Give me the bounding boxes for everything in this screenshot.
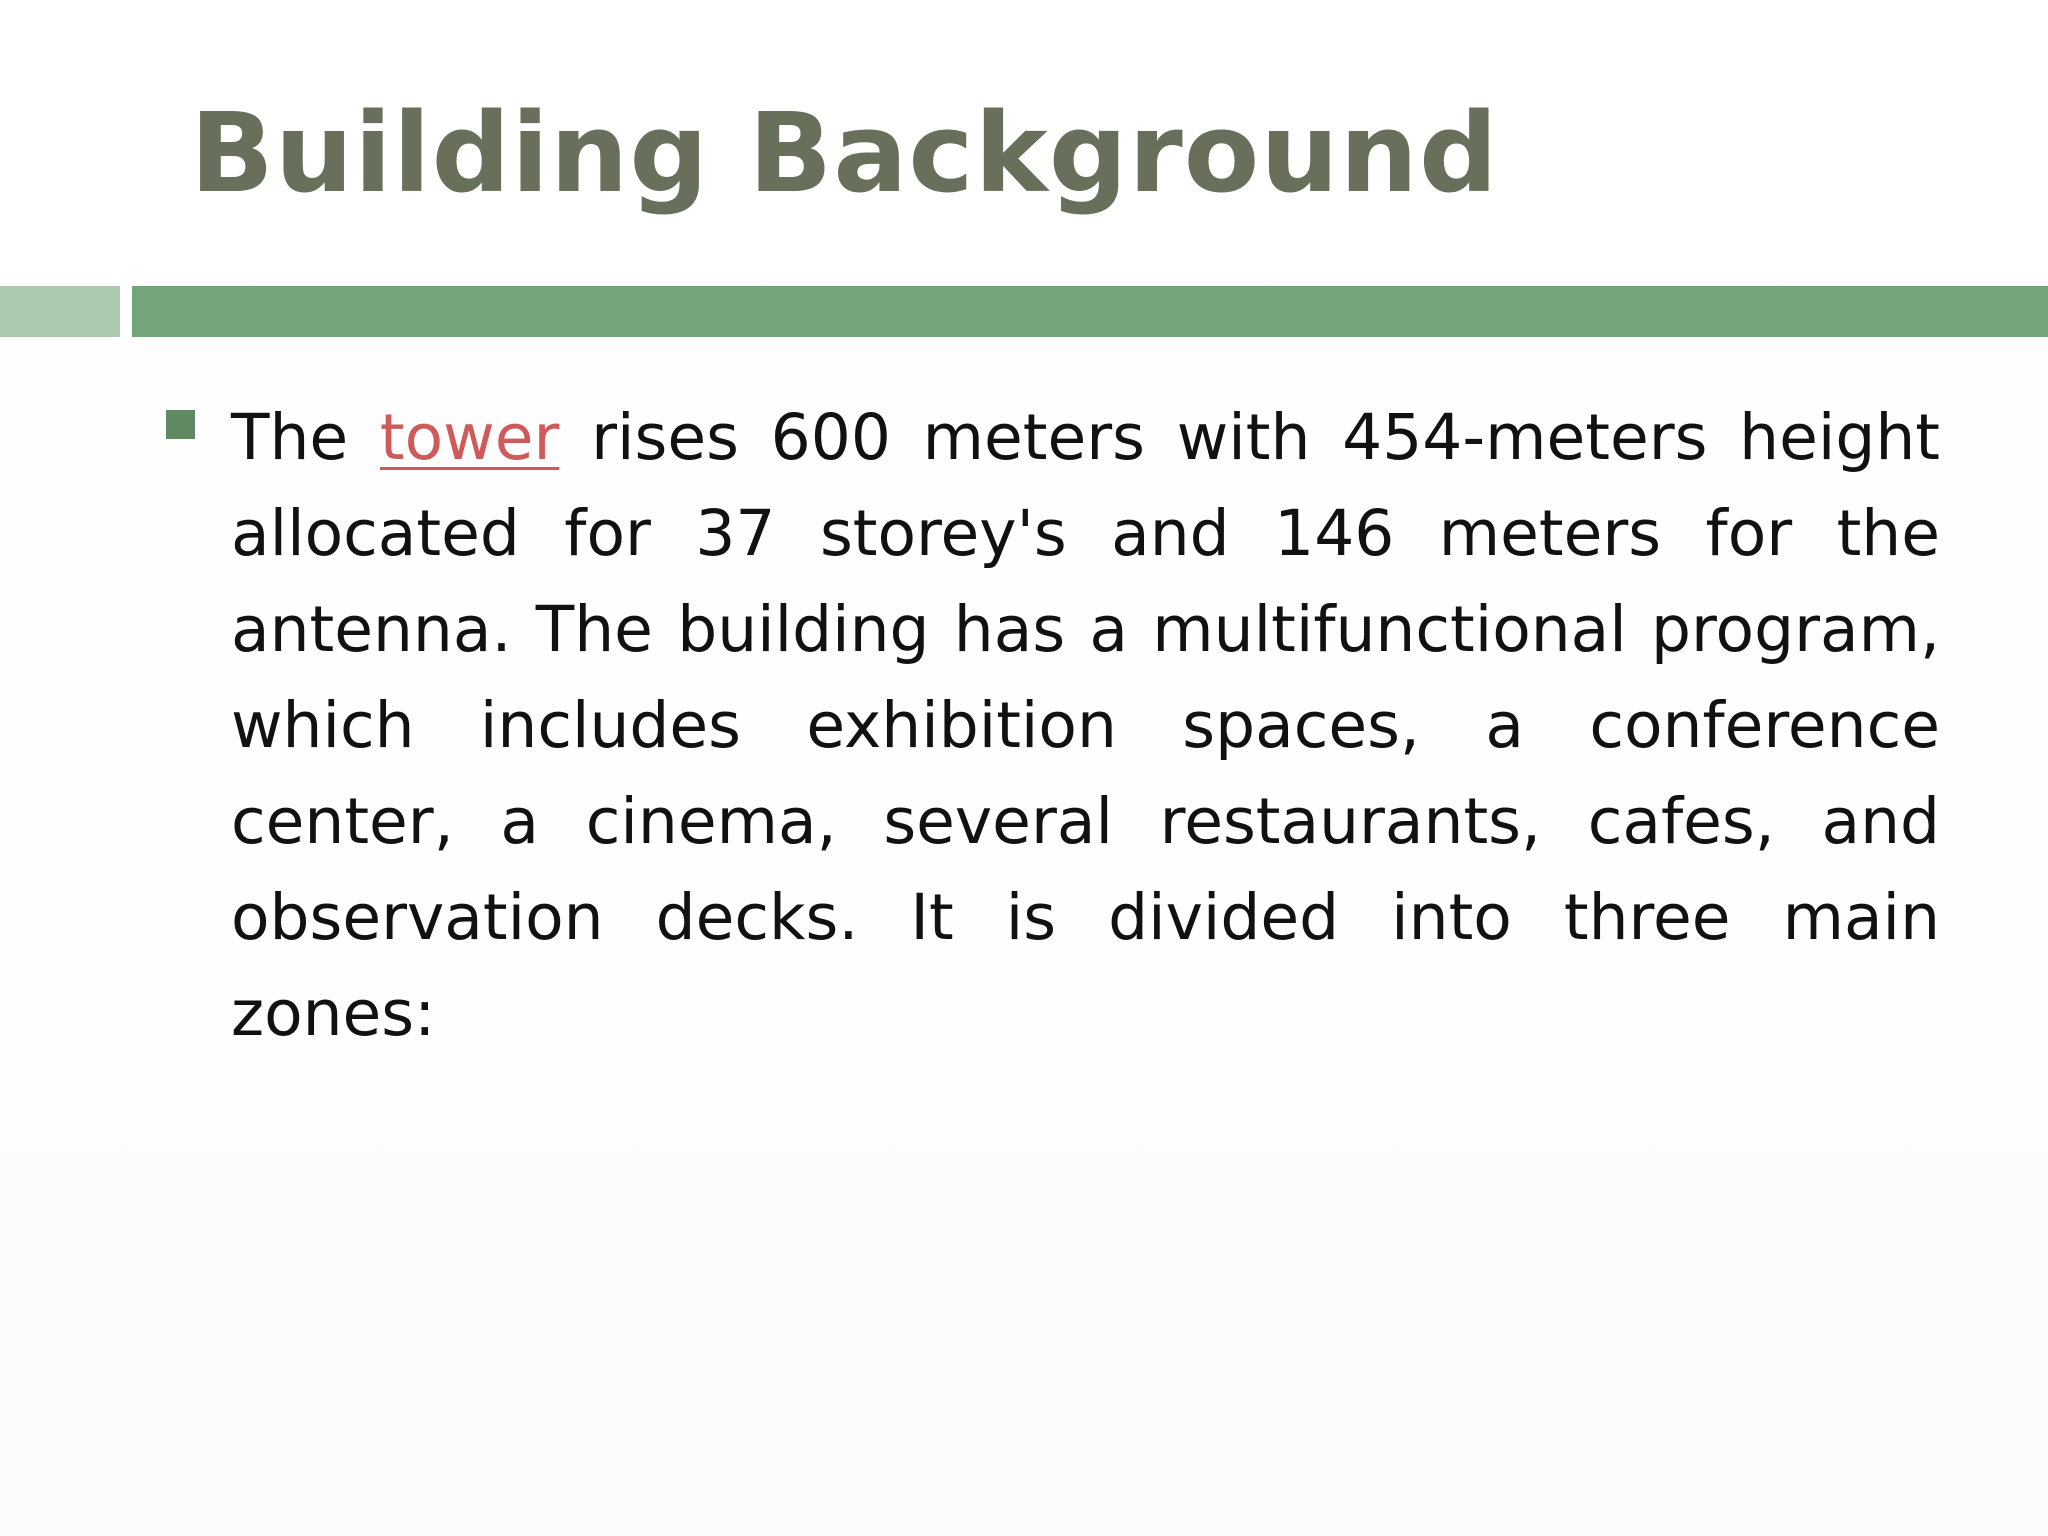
bullet-paragraph <box>231 390 1940 1062</box>
bullet-square-icon <box>166 410 195 439</box>
slide-title: Building Background <box>190 89 1499 217</box>
accent-bar-left <box>0 286 120 337</box>
accent-bar-main <box>132 286 2048 337</box>
bullet-text-after: rises 600 meters with 454-meters height allocated for 37 storey's and 146 meters for the antenna. The building has a multifunctional program, which includes exhibition spaces, a conference center, a cinema, several restaurants, cafes, and observation decks. It is divided into three main zones: <box>231 401 1940 1050</box>
tower-link[interactable]: tower <box>379 401 560 474</box>
bullet-text-before: The <box>231 401 380 474</box>
